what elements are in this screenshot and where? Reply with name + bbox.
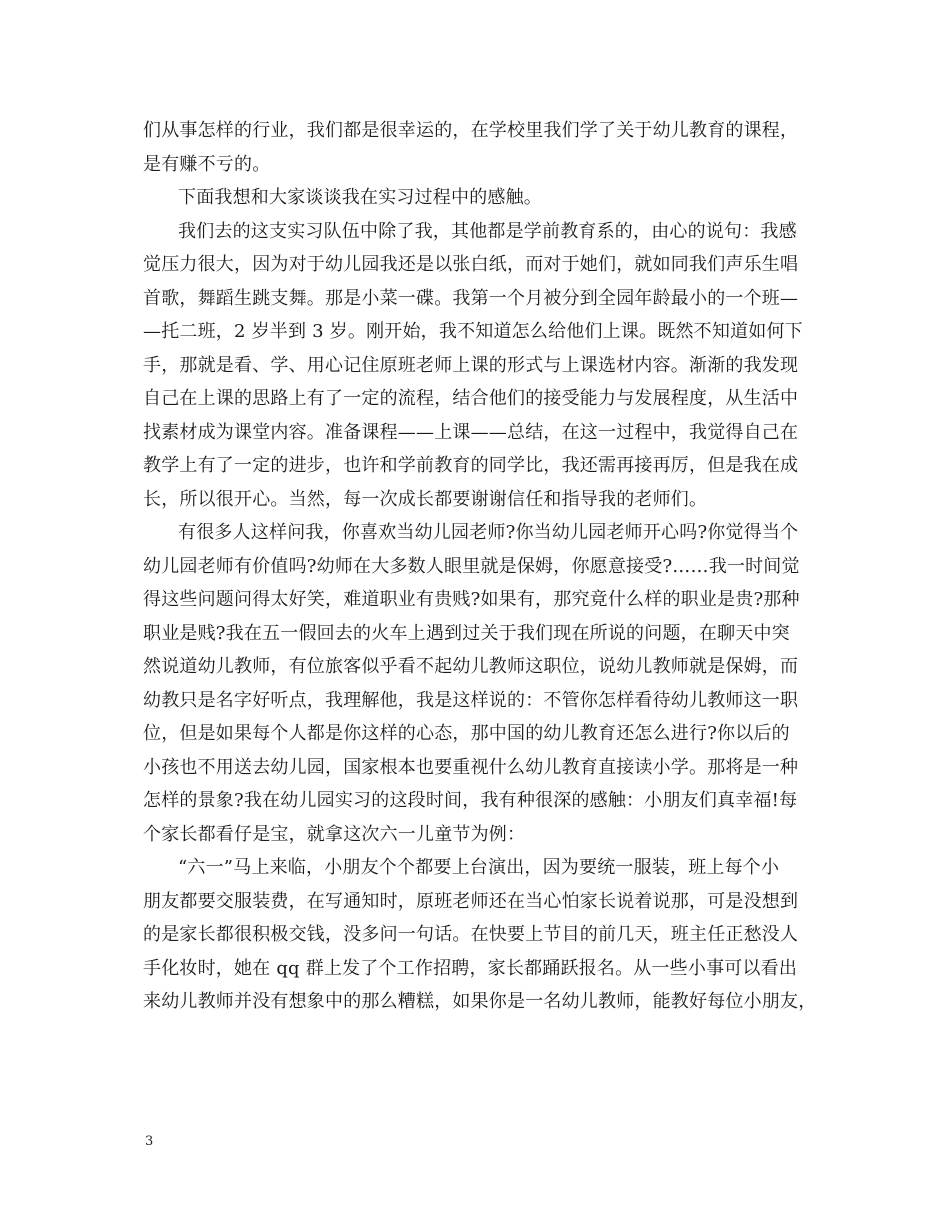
text-line: 位，但是如果每个人都是你这样的心态，那中国的幼儿教育还怎么进行?你以后的 <box>143 723 790 744</box>
text-line: 职业是贱?我在五一假回去的火车上遇到过关于我们现在所说的问题，在聊天中突 <box>143 622 790 644</box>
paragraph <box>143 215 823 517</box>
text-line: 自己在上课的思路上有了一定的流程，结合他们的接受能力与发展程度，从生活中 <box>143 388 799 409</box>
paragraph <box>143 516 823 851</box>
text-line: —托二班，2 岁半到 3 岁。刚开始，我不知道怎么给他们上课。既然不知道如何下 <box>143 321 803 342</box>
text-line: 找素材成为课堂内容。准备课程——上课——总结，在这一过程中，我觉得自己在 <box>143 421 799 443</box>
text-line: 幼教只是名字好听点，我理解他，我是这样说的：不管你怎样看待幼儿教师这一职 <box>143 689 799 711</box>
text-line: 教学上有了一定的进步，也许和学前教育的同学比，我还需再接再厉，但是我在成 <box>143 455 799 476</box>
text-line: 然说道幼儿教师，有位旅客似乎看不起幼儿教师这职位，说幼儿教师就是保姆，而 <box>143 656 799 677</box>
text-line: 我们去的这支实习队伍中除了我，其他都是学前教育系的，由心的说句：我感 <box>178 220 797 242</box>
page-number: 3 <box>145 1134 154 1149</box>
text-line: 小孩也不用送去幼儿园，国家根本也要重视什么幼儿教育直接读小学。那将是一种 <box>143 756 799 778</box>
text-line: 长，所以很开心。当然，每一次成长都要谢谢信任和指导我的老师们。 <box>143 488 708 510</box>
text-line: 是有赚不亏的。 <box>143 153 271 175</box>
text-line: 有很多人这样问我，你喜欢当幼儿园老师?你当幼儿园老师开心吗?你觉得当个 <box>178 522 799 543</box>
paragraph <box>143 851 823 1019</box>
text-line: 手化妆时，她在 qq 群上发了个工作招聘，家长都踊跃报名。从一些小事可以看出 <box>143 957 798 979</box>
text-line: “六一”马上来临，小朋友个个都要上台演出，因为要统一服装，班上每个小 <box>178 857 780 878</box>
text-line: 下面我想和大家谈谈我在实习过程中的感触。 <box>178 187 542 208</box>
text-line: 个家长都看仔是宝，就拿这次六一儿童节为例： <box>143 823 526 845</box>
text-line: 觉压力很大，因为对于幼儿园我还是以张白纸，而对于她们，就如同我们声乐生唱 <box>143 254 799 275</box>
body-text <box>143 114 823 1019</box>
text-line: 的是家长都很积极交钱，没多问一句话。在快要上节目的前几天，班主任正愁没人 <box>143 924 799 945</box>
text-line: 们从事怎样的行业，我们都是很幸运的，在学校里我们学了关于幼儿教育的课程， <box>143 120 799 141</box>
text-line: 首歌，舞蹈生跳支舞。那是小菜一碟。我第一个月被分到全园年龄最小的一个班— <box>143 287 799 309</box>
paragraph <box>143 181 823 215</box>
text-line: 朋友都要交服装费，在写通知时，原班老师还在当心怕家长说着说那，可是没想到 <box>143 890 799 912</box>
text-line: 手，那就是看、学、用心记住原班老师上课的形式与上课选材内容。渐渐的我发现 <box>143 354 799 376</box>
text-line: 怎样的景象?我在幼儿园实习的这段时间，我有种很深的感触：小朋友们真幸福!每 <box>143 790 798 811</box>
text-line: 幼儿园老师有价值吗?幼师在大多数人眼里就是保姆，你愿意接受?……我一时间觉 <box>143 555 800 577</box>
paragraph <box>143 114 823 181</box>
text-line: 得这些问题问得太好笑，难道职业有贵贱?如果有，那究竟什么样的职业是贵?那种 <box>143 589 800 610</box>
text-line: 来幼儿教师并没有想象中的那么糟糕，如果你是一名幼儿教师，能教好每位小朋友， <box>143 991 817 1012</box>
